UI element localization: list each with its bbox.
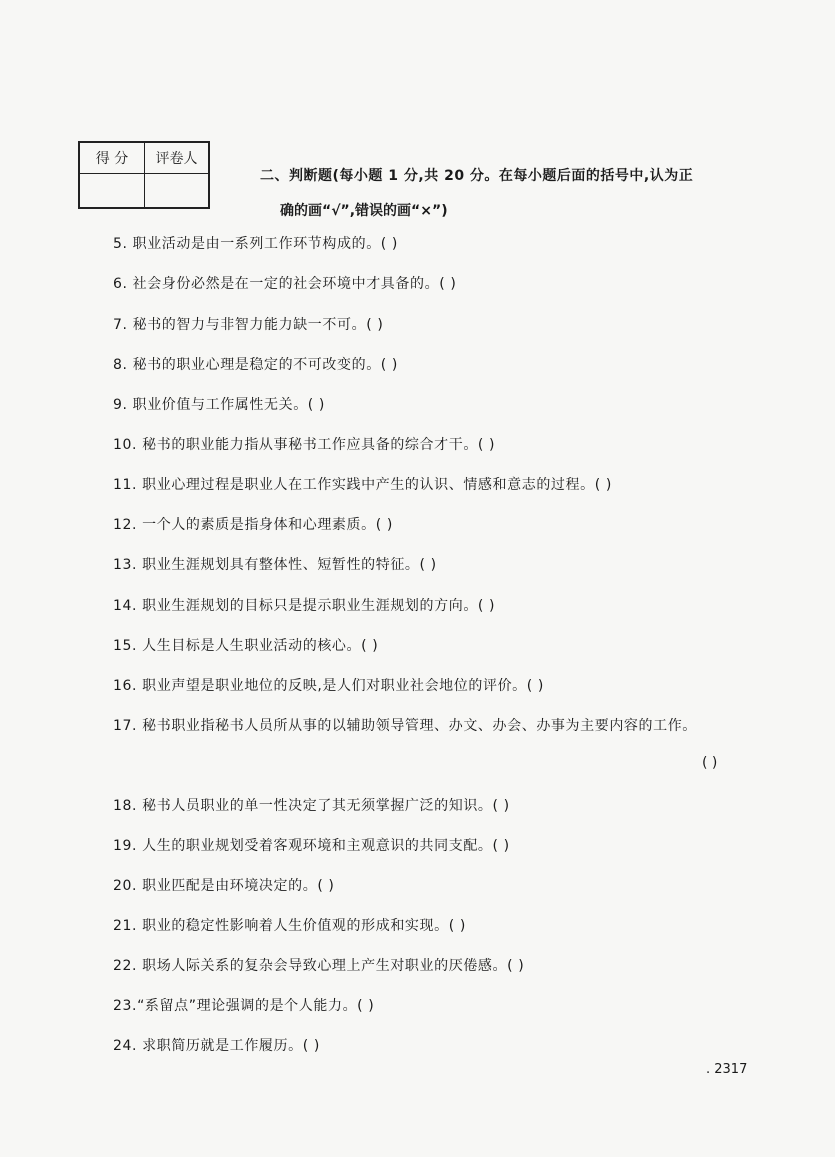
score-table — [78, 141, 210, 209]
grader-cell — [145, 174, 210, 209]
score-label: 得 分 — [79, 142, 145, 174]
question-20: 20. 职业匹配是由环境决定的。( ) — [113, 878, 335, 894]
page-code: . 2317 — [706, 1062, 748, 1077]
question-17-answer-parens: ( ) — [702, 755, 718, 771]
question-7: 7. 秘书的智力与非智力能力缺一不可。( ) — [113, 317, 384, 333]
question-10: 10. 秘书的职业能力指从事秘书工作应具备的综合才干。( ) — [113, 437, 496, 453]
question-12: 12. 一个人的素质是指身体和心理素质。( ) — [113, 517, 393, 533]
question-15: 15. 人生目标是人生职业活动的核心。( ) — [113, 638, 379, 654]
question-24: 24. 求职简历就是工作履历。( ) — [113, 1038, 320, 1054]
question-8: 8. 秘书的职业心理是稳定的不可改变的。( ) — [113, 357, 398, 373]
question-18: 18. 秘书人员职业的单一性决定了其无须掌握广泛的知识。( ) — [113, 798, 510, 814]
section-title: 二、判断题(每小题 1 分,共 20 分。在每小题后面的括号中,认为正 — [260, 168, 694, 184]
score-cell — [79, 174, 145, 209]
question-6: 6. 社会身份必然是在一定的社会环境中才具备的。( ) — [113, 276, 457, 292]
grader-label: 评卷人 — [145, 142, 210, 174]
question-11: 11. 职业心理过程是职业人在工作实践中产生的认识、情感和意志的过程。( ) — [113, 477, 612, 493]
question-22: 22. 职场人际关系的复杂会导致心理上产生对职业的厌倦感。( ) — [113, 958, 525, 974]
question-17: 17. 秘书职业指秘书人员所从事的以辅助领导管理、办文、办会、办事为主要内容的工作。 — [113, 718, 697, 734]
question-9: 9. 职业价值与工作属性无关。( ) — [113, 397, 325, 413]
question-19: 19. 人生的职业规划受着客观环境和主观意识的共同支配。( ) — [113, 838, 510, 854]
section-title-continued: 确的画“√”,错误的画“×”) — [280, 203, 448, 219]
question-14: 14. 职业生涯规划的目标只是提示职业生涯规划的方向。( ) — [113, 598, 496, 614]
question-16: 16. 职业声望是职业地位的反映,是人们对职业社会地位的评价。( ) — [113, 678, 544, 694]
question-23: 23.“系留点”理论强调的是个人能力。( ) — [113, 998, 375, 1014]
question-5: 5. 职业活动是由一系列工作环节构成的。( ) — [113, 236, 398, 252]
question-13: 13. 职业生涯规划具有整体性、短暂性的特征。( ) — [113, 557, 437, 573]
question-21: 21. 职业的稳定性影响着人生价值观的形成和实现。( ) — [113, 918, 466, 934]
